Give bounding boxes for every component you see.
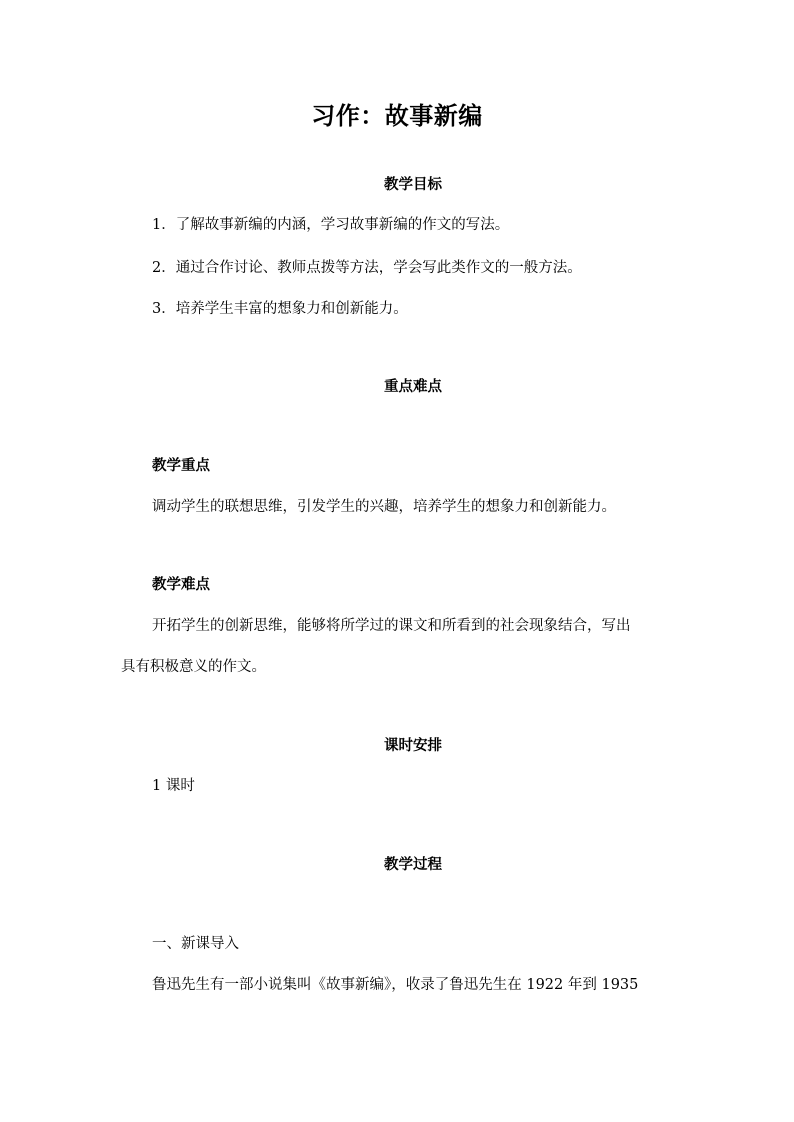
section-heading-key-points: 重点难点 (384, 379, 442, 395)
difficulty-text-line: 具有积极意义的作文。 (121, 659, 266, 675)
section-heading-schedule: 课时安排 (384, 738, 442, 754)
process-step-label: 一、新课导入 (152, 936, 239, 952)
schedule-text: 1 课时 (152, 778, 195, 794)
process-step-text: 鲁迅先生有一部小说集叫《故事新编》，收录了鲁迅先生在 1922 年到 1935 (152, 977, 639, 993)
document-title: 习作：故事新编 (311, 102, 483, 130)
section-heading-goals: 教学目标 (384, 177, 442, 193)
difficulty-text-line: 开拓学生的创新思维，能够将所学过的课文和所看到的社会现象结合，写出 (152, 618, 631, 634)
goal-item: 1．了解故事新编的内涵，学习故事新编的作文的写法。 (152, 217, 510, 233)
subheading-focus: 教学重点 (152, 458, 210, 474)
section-heading-process: 教学过程 (384, 857, 442, 873)
subheading-difficulty: 教学难点 (152, 577, 210, 593)
goal-item: 2．通过合作讨论、教师点拨等方法，学会写此类作文的一般方法。 (152, 260, 582, 276)
focus-text: 调动学生的联想思维，引发学生的兴趣，培养学生的想象力和创新能力。 (152, 499, 616, 515)
goal-item: 3．培养学生丰富的想象力和创新能力。 (152, 301, 408, 317)
